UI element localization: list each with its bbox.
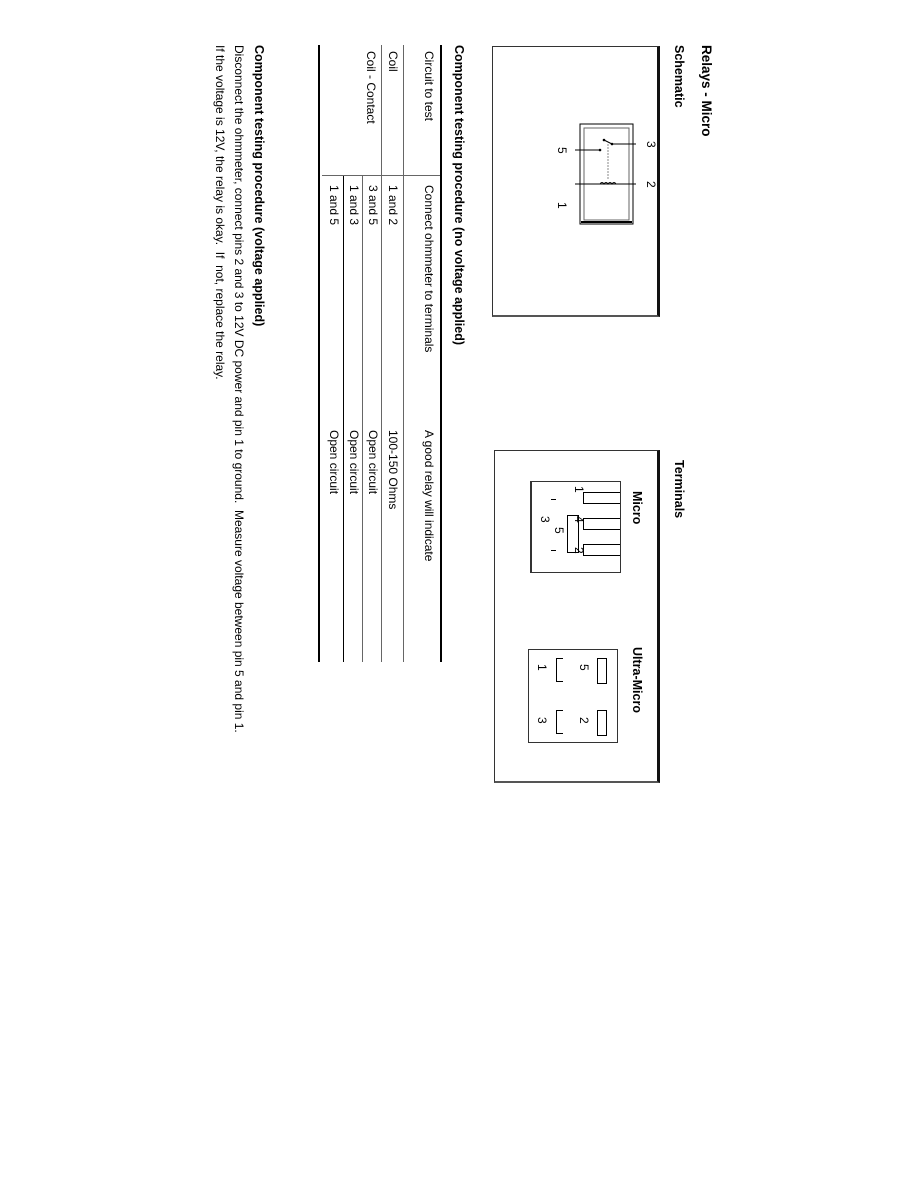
ultra-micro-terminal-diagram bbox=[528, 649, 618, 743]
ultra-pin-2: 2 bbox=[577, 717, 591, 724]
table-cell-result: Open circuit bbox=[347, 430, 361, 495]
schematic-pin-5: 5 bbox=[555, 147, 569, 154]
relay-schematic-diagram bbox=[492, 46, 660, 317]
ultra-pin-5: 5 bbox=[577, 664, 591, 671]
table-cell-result: 100-150 Ohms bbox=[386, 430, 400, 510]
voltage-instruction-line-2: If the voltage is 12V, the relay is okay. If not, replace the relay. bbox=[213, 45, 227, 380]
ultra-pin-2-blade bbox=[597, 710, 607, 736]
schematic-pin-2: 2 bbox=[644, 181, 658, 188]
table-cell-terminals: 1 and 5 bbox=[327, 185, 341, 226]
micro-pin-4: 4 bbox=[572, 516, 586, 523]
table-cell-result: Open circuit bbox=[327, 430, 341, 495]
table-header-row bbox=[403, 45, 440, 662]
micro-pin-1: 1 bbox=[572, 486, 586, 493]
micro-terminal-diagram bbox=[530, 481, 621, 573]
table-cell-terminals: 1 and 3 bbox=[347, 185, 361, 226]
ultra-pin-5-blade bbox=[597, 658, 607, 684]
micro-mark bbox=[551, 550, 556, 551]
voltage-heading: Component testing procedure (voltage applied) bbox=[252, 45, 266, 327]
no-voltage-heading: Component testing procedure (no voltage applied) bbox=[452, 45, 466, 346]
column-header: Connect ohmmeter to terminals bbox=[422, 185, 436, 353]
terminals-label: Terminals bbox=[672, 460, 686, 519]
table-cell-terminals: 1 and 2 bbox=[386, 185, 400, 226]
terminals-box bbox=[494, 450, 660, 783]
divider bbox=[381, 45, 382, 662]
micro-mark bbox=[551, 499, 556, 500]
micro-pin-2-blade bbox=[583, 544, 620, 556]
column-header: Circuit to test bbox=[422, 51, 436, 122]
micro-pin-5: 5 bbox=[552, 527, 566, 534]
table-cell-circuit: Coil bbox=[386, 51, 400, 72]
divider bbox=[343, 176, 344, 662]
schematic-pin-3: 3 bbox=[644, 141, 658, 148]
micro-pin-1-blade bbox=[583, 492, 620, 504]
ohmmeter-test-table bbox=[318, 45, 442, 662]
ultra-pin-3-bracket bbox=[556, 710, 563, 734]
ultra-pin-3: 3 bbox=[535, 717, 549, 724]
schematic-label: Schematic bbox=[672, 45, 686, 108]
table-cell-circuit: Coil - Contact bbox=[364, 51, 378, 124]
micro-label: Micro bbox=[630, 491, 644, 525]
ultra-pin-1: 1 bbox=[535, 664, 549, 671]
divider bbox=[403, 176, 404, 662]
page-title: Relays - Micro bbox=[699, 45, 714, 137]
ultra-pin-1-bracket bbox=[556, 658, 563, 682]
divider bbox=[362, 176, 363, 662]
divider bbox=[403, 45, 404, 175]
micro-pin-4-blade bbox=[583, 518, 620, 530]
micro-pin-2: 2 bbox=[572, 547, 586, 554]
schematic-pin-1: 1 bbox=[555, 202, 569, 209]
column-header: A good relay will indicate bbox=[422, 430, 436, 562]
ultra-micro-label: Ultra-Micro bbox=[630, 647, 644, 713]
table-cell-terminals: 3 and 5 bbox=[366, 185, 380, 226]
table-cell-result: Open circuit bbox=[366, 430, 380, 495]
micro-pin-3: 3 bbox=[538, 516, 552, 523]
voltage-instruction-line-1: Disconnect the ohmmeter, connect pins 2 and 3 to 12V DC power and pin 1 to ground. Measure voltage between pin 5 and pin 1. bbox=[232, 45, 246, 733]
schematic-box bbox=[492, 46, 660, 317]
